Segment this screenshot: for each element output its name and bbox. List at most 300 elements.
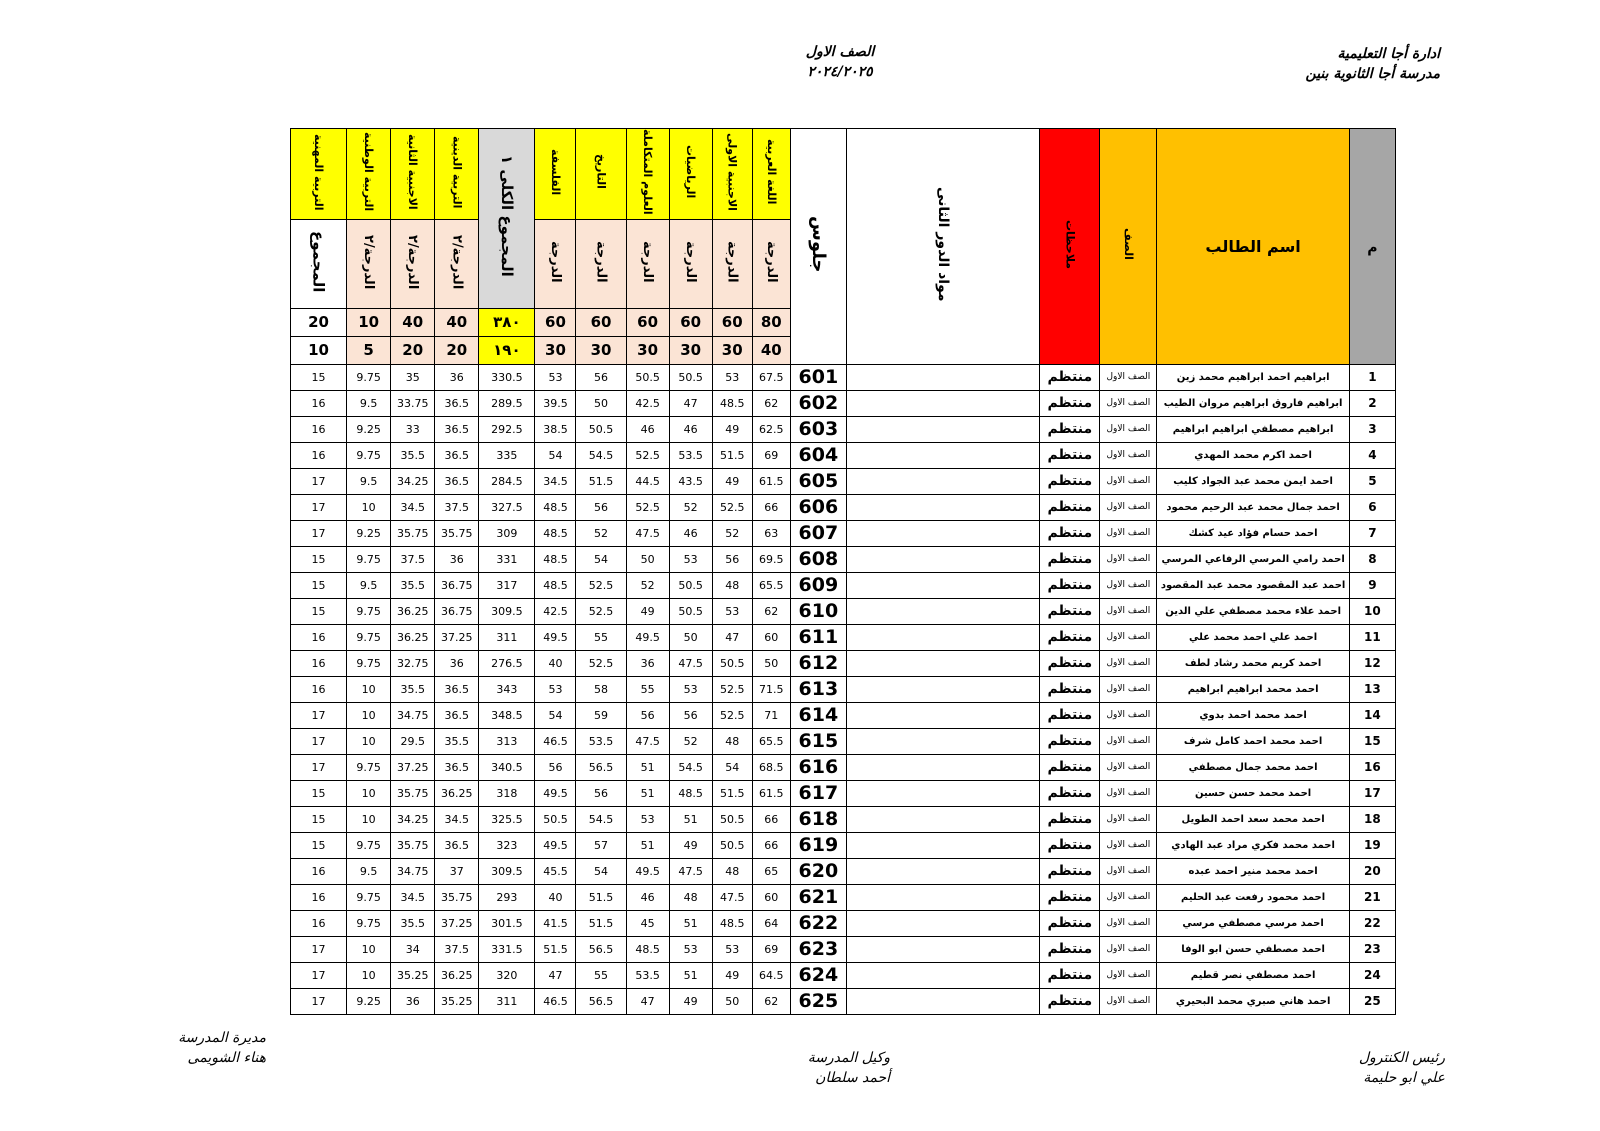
subject-score-label: الدرجة — [626, 219, 669, 308]
status-cell: منتظم — [1040, 416, 1100, 442]
subject-score-cell: 62 — [752, 988, 790, 1014]
subject-score-cell: 51.5 — [712, 780, 752, 806]
subject-score-cell: 48.5 — [712, 910, 752, 936]
subject-score-cell: 46 — [626, 416, 669, 442]
subject-score-cell: 46 — [669, 416, 712, 442]
subject-score-cell: 47 — [535, 962, 576, 988]
total-cell: 309.5 — [479, 598, 535, 624]
subject-score-cell: 53 — [712, 364, 752, 390]
extra-subject-header: التربية الدينية — [435, 129, 479, 220]
status-cell: منتظم — [1040, 650, 1100, 676]
extra-score-cell: 9.75 — [347, 364, 391, 390]
extra-score-cell: 16 — [291, 858, 347, 884]
extra-score-cell: 16 — [291, 910, 347, 936]
second-round-cell — [846, 520, 1039, 546]
student-name-cell: احمد مصطفي نصر قطيم — [1157, 962, 1349, 988]
subject-score-cell: 59 — [576, 702, 626, 728]
subject-header: العلوم المتكاملة — [626, 129, 669, 220]
index-cell: 19 — [1349, 832, 1395, 858]
student-row — [291, 884, 1396, 910]
status-cell: منتظم — [1040, 364, 1100, 390]
extra-score-cell: 17 — [291, 520, 347, 546]
pass-score: ١٩٠ — [479, 336, 535, 364]
subject-score-cell: 53 — [712, 598, 752, 624]
index-cell: 1 — [1349, 364, 1395, 390]
extra-score-cell: 10 — [347, 806, 391, 832]
subject-score-cell: 49.5 — [626, 624, 669, 650]
extra-score-cell: 16 — [291, 624, 347, 650]
status-cell: منتظم — [1040, 884, 1100, 910]
subject-score-cell: 61.5 — [752, 468, 790, 494]
subject-score-cell: 54 — [535, 442, 576, 468]
extra-score-cell: 15 — [291, 546, 347, 572]
subject-score-cell: 51 — [669, 910, 712, 936]
extra-score-cell: 33 — [391, 416, 435, 442]
subject-score-cell: 50.5 — [712, 650, 752, 676]
subject-score-cell: 51.5 — [712, 442, 752, 468]
subject-score-cell: 45 — [626, 910, 669, 936]
subject-score-cell: 49 — [712, 962, 752, 988]
seat-number-cell: 623 — [790, 936, 846, 962]
extra-score-cell: 36.25 — [435, 962, 479, 988]
status-cell: منتظم — [1040, 598, 1100, 624]
pass-score: 20 — [435, 336, 479, 364]
extra-score-cell: 35.5 — [435, 728, 479, 754]
second-round-cell — [846, 598, 1039, 624]
extra-score-cell: 9.25 — [347, 988, 391, 1014]
seat-number-cell: 617 — [790, 780, 846, 806]
subject-score-cell: 53 — [669, 546, 712, 572]
status-cell: منتظم — [1040, 702, 1100, 728]
subject-score-cell: 53 — [535, 676, 576, 702]
extra-score-cell: 9.75 — [347, 546, 391, 572]
extra-score-cell: 29.5 — [391, 728, 435, 754]
subject-score-cell: 56 — [626, 702, 669, 728]
subject-score-cell: 38.5 — [535, 416, 576, 442]
admin-name: ادارة أجا التعليمية — [1337, 46, 1440, 62]
subject-score-cell: 60 — [752, 884, 790, 910]
student-name-cell: احمد محمد ابراهيم ابراهيم — [1157, 676, 1349, 702]
subject-score-cell: 43.5 — [669, 468, 712, 494]
second-round-cell — [846, 650, 1039, 676]
student-name-cell: احمد عبد المقصود محمد عبد المقصود — [1157, 572, 1349, 598]
extra-subject-header: التربية المهنية — [291, 129, 347, 220]
status-cell: منتظم — [1040, 754, 1100, 780]
subject-header: التاريخ — [576, 129, 626, 220]
student-name-cell: احمد كريم محمد رشاد لطف — [1157, 650, 1349, 676]
max-score: 60 — [535, 308, 576, 336]
class-cell: الصف الاول — [1100, 936, 1157, 962]
index-cell: 4 — [1349, 442, 1395, 468]
subject-score-cell: 50 — [752, 650, 790, 676]
extra-score-cell: 36.25 — [391, 598, 435, 624]
subject-score-cell: 48 — [712, 858, 752, 884]
class-header: الصف — [1100, 129, 1157, 365]
status-cell: منتظم — [1040, 832, 1100, 858]
index-cell: 23 — [1349, 936, 1395, 962]
student-row — [291, 806, 1396, 832]
subject-score-cell: 66 — [752, 832, 790, 858]
class-cell: الصف الاول — [1100, 650, 1157, 676]
subject-header: الرياضيات — [669, 129, 712, 220]
extra-score-label: الدرجة/٢ — [347, 219, 391, 308]
total-cell: 311 — [479, 624, 535, 650]
subject-score-cell: 50.5 — [712, 832, 752, 858]
student-row — [291, 988, 1396, 1014]
extra-score-cell: 9.75 — [347, 884, 391, 910]
extra-score-cell: 16 — [291, 416, 347, 442]
extra-score-cell: 15 — [291, 832, 347, 858]
pass-score: 30 — [535, 336, 576, 364]
seat-number-cell: 612 — [790, 650, 846, 676]
extra-score-cell: 9.75 — [347, 624, 391, 650]
extra-score-cell: 9.25 — [347, 520, 391, 546]
grade-title: الصف الاول — [805, 44, 875, 60]
notes-header: ملاحظات — [1040, 129, 1100, 365]
total-cell: 340.5 — [479, 754, 535, 780]
max-score: 40 — [391, 308, 435, 336]
class-cell: الصف الاول — [1100, 728, 1157, 754]
extra-score-cell: 36.75 — [435, 572, 479, 598]
subject-score-cell: 54 — [712, 754, 752, 780]
extra-score-cell: 15 — [291, 806, 347, 832]
second-round-cell — [846, 442, 1039, 468]
seat-number-cell: 614 — [790, 702, 846, 728]
subject-score-cell: 48.5 — [535, 572, 576, 598]
seat-number-cell: 609 — [790, 572, 846, 598]
student-name-cell: احمد محمود رفعت عبد الحليم — [1157, 884, 1349, 910]
seat-number-cell: 622 — [790, 910, 846, 936]
subject-score-cell: 54 — [535, 702, 576, 728]
principal-signature — [176, 1028, 266, 1068]
principal-title: مديرة المدرسة — [178, 1030, 266, 1046]
extra-score-cell: 10 — [347, 676, 391, 702]
seat-number-cell: 621 — [790, 884, 846, 910]
name-header: اسم الطالب — [1157, 129, 1349, 365]
subject-score-cell: 51.5 — [576, 884, 626, 910]
extra-score-cell: 36.5 — [435, 468, 479, 494]
subject-score-cell: 71 — [752, 702, 790, 728]
subject-score-cell: 51 — [669, 806, 712, 832]
extra-score-cell: 10 — [347, 962, 391, 988]
extra-score-label: الدرجة/٢ — [391, 219, 435, 308]
subject-score-cell: 46.5 — [535, 728, 576, 754]
status-cell: منتظم — [1040, 728, 1100, 754]
subject-score-cell: 56.5 — [576, 988, 626, 1014]
index-cell: 17 — [1349, 780, 1395, 806]
subject-score-cell: 51.5 — [576, 910, 626, 936]
student-name-cell: احمد مصطفي حسن ابو الوفا — [1157, 936, 1349, 962]
student-name-cell: احمد حسام فؤاد عيد كشك — [1157, 520, 1349, 546]
extra-score-cell: 35.5 — [391, 442, 435, 468]
index-cell: 8 — [1349, 546, 1395, 572]
class-cell: الصف الاول — [1100, 442, 1157, 468]
subject-header: الفلسفة — [535, 129, 576, 220]
subject-score-cell: 56.5 — [576, 936, 626, 962]
index-cell: 6 — [1349, 494, 1395, 520]
extra-subject-header: الاجنبية الثانية — [391, 129, 435, 220]
extra-score-cell: 9.75 — [347, 442, 391, 468]
extra-subject-header: التربية الوطنية — [347, 129, 391, 220]
second-round-cell — [846, 676, 1039, 702]
deputy-title: وكيل المدرسة — [807, 1050, 890, 1066]
index-cell: 3 — [1349, 416, 1395, 442]
student-row — [291, 728, 1396, 754]
student-name-cell: احمد رامي المرسي الرفاعي المرسي — [1157, 546, 1349, 572]
extra-score-cell: 35.75 — [391, 832, 435, 858]
subject-score-cell: 49 — [669, 832, 712, 858]
total-cell: 313 — [479, 728, 535, 754]
subject-score-cell: 62 — [752, 598, 790, 624]
student-name-cell: ابراهيم مصطفي ابراهيم ابراهيم — [1157, 416, 1349, 442]
status-cell: منتظم — [1040, 390, 1100, 416]
extra-score-cell: 36.5 — [435, 416, 479, 442]
extra-score-cell: 36.25 — [435, 780, 479, 806]
subject-score-cell: 52.5 — [626, 494, 669, 520]
subject-score-cell: 39.5 — [535, 390, 576, 416]
extra-score-cell: 36 — [391, 988, 435, 1014]
second-round-cell — [846, 910, 1039, 936]
student-row — [291, 494, 1396, 520]
subject-score-cell: 49 — [669, 988, 712, 1014]
class-cell: الصف الاول — [1100, 416, 1157, 442]
total-cell: 348.5 — [479, 702, 535, 728]
index-cell: 9 — [1349, 572, 1395, 598]
total-cell: 318 — [479, 780, 535, 806]
student-row — [291, 962, 1396, 988]
extra-score-cell: 37.5 — [435, 494, 479, 520]
total-cell: 327.5 — [479, 494, 535, 520]
extra-score-cell: 34.25 — [391, 468, 435, 494]
extra-score-cell: 34.75 — [391, 858, 435, 884]
subject-score-cell: 50.5 — [669, 598, 712, 624]
student-name-cell: احمد محمد جمال مصطفي — [1157, 754, 1349, 780]
status-cell: منتظم — [1040, 494, 1100, 520]
status-cell: منتظم — [1040, 858, 1100, 884]
class-cell: الصف الاول — [1100, 910, 1157, 936]
subject-score-cell: 48.5 — [712, 390, 752, 416]
seat-header: جلوس — [790, 129, 846, 365]
subject-score-cell: 54.5 — [576, 442, 626, 468]
index-cell: 18 — [1349, 806, 1395, 832]
subject-score-cell: 53 — [535, 364, 576, 390]
subject-header: الاجنبية الاولى — [712, 129, 752, 220]
subject-score-label: الدرجة — [669, 219, 712, 308]
control-name: علي ابو حليمة — [1363, 1070, 1445, 1086]
student-name-cell: احمد محمد منير احمد عبده — [1157, 858, 1349, 884]
subject-score-cell: 47 — [626, 988, 669, 1014]
total-cell: 309.5 — [479, 858, 535, 884]
second-round-cell — [846, 390, 1039, 416]
subject-score-cell: 52 — [712, 520, 752, 546]
total-cell: 331.5 — [479, 936, 535, 962]
subject-score-cell: 53.5 — [626, 962, 669, 988]
student-row — [291, 832, 1396, 858]
subject-score-cell: 68.5 — [752, 754, 790, 780]
total-cell: 323 — [479, 832, 535, 858]
student-row — [291, 936, 1396, 962]
second-round-cell — [846, 572, 1039, 598]
extra-score-cell: 36.5 — [435, 442, 479, 468]
subject-score-cell: 53 — [669, 936, 712, 962]
extra-score-cell: 16 — [291, 442, 347, 468]
student-name-cell: احمد ايمن محمد عبد الجواد كليب — [1157, 468, 1349, 494]
total-cell: 311 — [479, 988, 535, 1014]
student-row — [291, 780, 1396, 806]
subject-score-cell: 51 — [626, 780, 669, 806]
class-cell: الصف الاول — [1100, 858, 1157, 884]
class-cell: الصف الاول — [1100, 598, 1157, 624]
subject-score-cell: 50.5 — [576, 416, 626, 442]
extra-score-cell: 9.75 — [347, 650, 391, 676]
subject-score-cell: 67.5 — [752, 364, 790, 390]
subject-score-cell: 40 — [535, 650, 576, 676]
subject-score-cell: 49 — [626, 598, 669, 624]
subject-score-cell: 52 — [576, 520, 626, 546]
seat-number-cell: 625 — [790, 988, 846, 1014]
seat-number-cell: 624 — [790, 962, 846, 988]
status-cell: منتظم — [1040, 520, 1100, 546]
subject-score-label: الدرجة — [712, 219, 752, 308]
header-block — [1306, 44, 1440, 84]
seat-number-cell: 618 — [790, 806, 846, 832]
extra-score-cell: 9.5 — [347, 858, 391, 884]
subject-score-cell: 52 — [669, 494, 712, 520]
index-cell: 10 — [1349, 598, 1395, 624]
class-cell: الصف الاول — [1100, 884, 1157, 910]
subject-score-cell: 56 — [669, 702, 712, 728]
second-round-cell — [846, 728, 1039, 754]
student-row — [291, 442, 1396, 468]
student-row — [291, 702, 1396, 728]
subject-score-cell: 55 — [576, 962, 626, 988]
seat-number-cell: 616 — [790, 754, 846, 780]
extra-score-label: الدرجة/٢ — [435, 219, 479, 308]
status-cell: منتظم — [1040, 806, 1100, 832]
max-score: 20 — [291, 308, 347, 336]
extra-score-cell: 37.25 — [391, 754, 435, 780]
total-cell: 320 — [479, 962, 535, 988]
student-name-cell: احمد محمد احمد بدوي — [1157, 702, 1349, 728]
extra-score-cell: 9.5 — [347, 468, 391, 494]
class-cell: الصف الاول — [1100, 832, 1157, 858]
seat-number-cell: 607 — [790, 520, 846, 546]
extra-score-cell: 34.25 — [391, 806, 435, 832]
class-cell: الصف الاول — [1100, 364, 1157, 390]
extra-score-cell: 33.75 — [391, 390, 435, 416]
subject-score-cell: 34.5 — [535, 468, 576, 494]
total-header: المجموع الكلى ١ — [479, 129, 535, 309]
status-cell: منتظم — [1040, 676, 1100, 702]
seat-number-cell: 606 — [790, 494, 846, 520]
index-cell: 24 — [1349, 962, 1395, 988]
class-cell: الصف الاول — [1100, 806, 1157, 832]
subject-score-cell: 50 — [669, 624, 712, 650]
extra-score-cell: 35.75 — [391, 780, 435, 806]
subject-score-cell: 55 — [626, 676, 669, 702]
subject-score-cell: 50 — [626, 546, 669, 572]
subject-score-cell: 48.5 — [535, 546, 576, 572]
student-row — [291, 624, 1396, 650]
extra-score-cell: 17 — [291, 494, 347, 520]
extra-score-cell: 15 — [291, 364, 347, 390]
extra-score-cell: 17 — [291, 754, 347, 780]
subject-score-cell: 69 — [752, 936, 790, 962]
pass-score: 30 — [669, 336, 712, 364]
extra-score-cell: 10 — [347, 494, 391, 520]
subject-score-cell: 51.5 — [535, 936, 576, 962]
subject-score-cell: 56 — [535, 754, 576, 780]
subject-score-cell: 56.5 — [576, 754, 626, 780]
class-cell: الصف الاول — [1100, 702, 1157, 728]
seat-number-cell: 605 — [790, 468, 846, 494]
extra-score-cell: 9.75 — [347, 598, 391, 624]
second-round-cell — [846, 546, 1039, 572]
extra-score-cell: 37.25 — [435, 624, 479, 650]
extra-score-cell: 36.5 — [435, 702, 479, 728]
student-name-cell: احمد هاني صبري محمد البحيري — [1157, 988, 1349, 1014]
subject-score-cell: 55 — [576, 624, 626, 650]
index-cell: 22 — [1349, 910, 1395, 936]
extra-score-cell: 17 — [291, 936, 347, 962]
extra-score-cell: 36 — [435, 546, 479, 572]
extra-score-cell: 16 — [291, 884, 347, 910]
index-cell: 16 — [1349, 754, 1395, 780]
status-cell: منتظم — [1040, 780, 1100, 806]
student-name-cell: احمد مرسي مصطفي مرسي — [1157, 910, 1349, 936]
pass-score: 40 — [752, 336, 790, 364]
extra-score-cell: 15 — [291, 598, 347, 624]
subject-score-cell: 52.5 — [576, 598, 626, 624]
status-cell: منتظم — [1040, 936, 1100, 962]
extra-score-cell: 16 — [291, 650, 347, 676]
student-row — [291, 598, 1396, 624]
extra-score-cell: 9.75 — [347, 754, 391, 780]
subject-score-cell: 53 — [712, 936, 752, 962]
subject-score-cell: 54 — [576, 546, 626, 572]
extra-score-cell: 35 — [391, 364, 435, 390]
extra-score-cell: 34.5 — [391, 884, 435, 910]
subject-score-cell: 53 — [626, 806, 669, 832]
class-cell: الصف الاول — [1100, 520, 1157, 546]
extra-score-cell: 9.25 — [347, 416, 391, 442]
second-round-cell — [846, 988, 1039, 1014]
subject-score-cell: 62 — [752, 390, 790, 416]
subject-score-cell: 48.5 — [535, 520, 576, 546]
second-round-cell — [846, 364, 1039, 390]
subject-score-cell: 46.5 — [535, 988, 576, 1014]
index-cell: 2 — [1349, 390, 1395, 416]
subject-score-cell: 47 — [669, 390, 712, 416]
student-row — [291, 390, 1396, 416]
student-name-cell: احمد علاء محمد مصطفي علي الدين — [1157, 598, 1349, 624]
pass-score: 30 — [576, 336, 626, 364]
extra-score-cell: 10 — [347, 728, 391, 754]
subject-score-cell: 50 — [576, 390, 626, 416]
student-row — [291, 858, 1396, 884]
subject-score-cell: 52 — [626, 572, 669, 598]
subject-score-cell: 52.5 — [712, 702, 752, 728]
extra-score-cell: 34 — [391, 936, 435, 962]
extra-score-cell: 37.25 — [435, 910, 479, 936]
max-score: 10 — [347, 308, 391, 336]
status-cell: منتظم — [1040, 546, 1100, 572]
extra-score-cell: 15 — [291, 572, 347, 598]
total-cell: 343 — [479, 676, 535, 702]
extra-score-cell: 35.5 — [391, 676, 435, 702]
extra-score-cell: 10 — [347, 780, 391, 806]
subject-score-cell: 60 — [752, 624, 790, 650]
